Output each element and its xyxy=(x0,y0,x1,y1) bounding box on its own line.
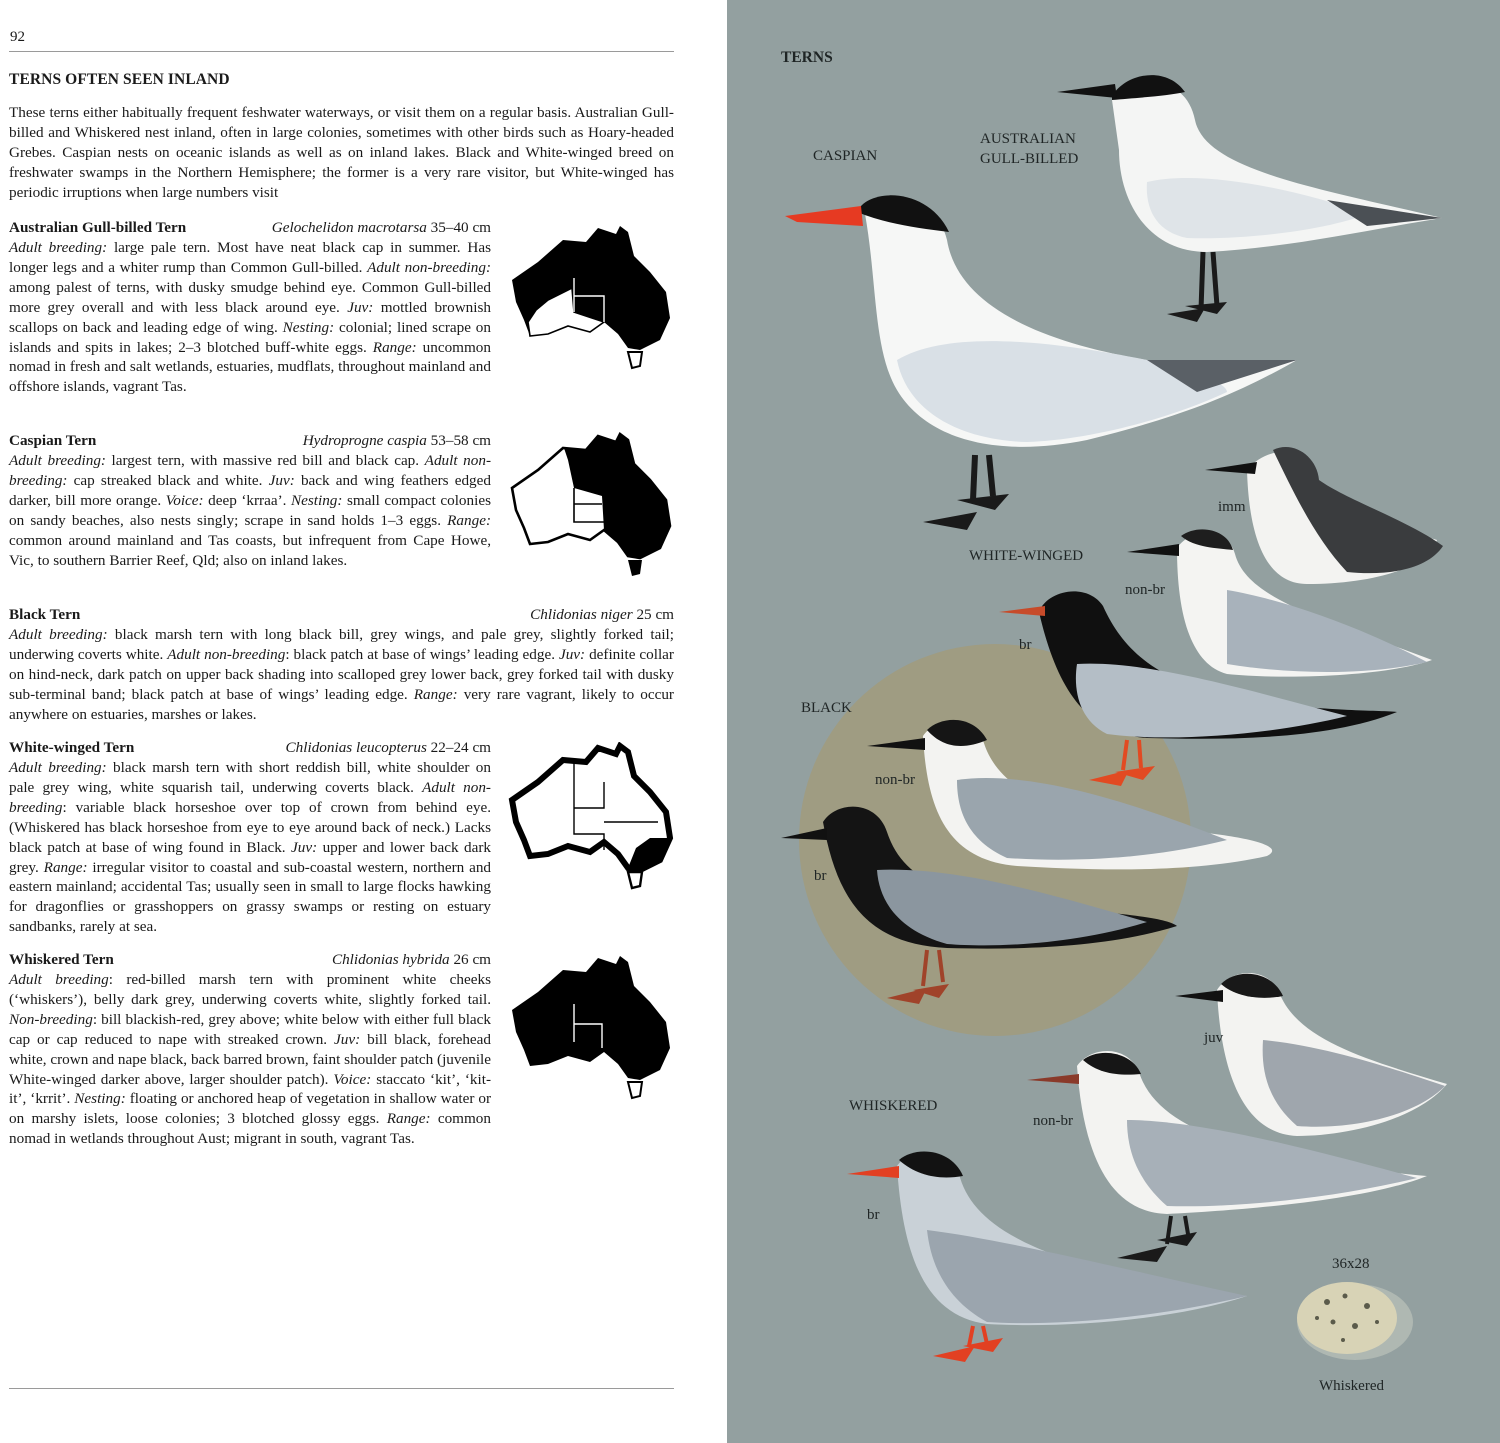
scientific-name: Hydroprogne caspia xyxy=(302,432,427,449)
field-text: upper and lower back dark grey. xyxy=(9,838,492,876)
scientific-name: Gelochelidon macrotarsa xyxy=(271,219,427,236)
field-label: Range: xyxy=(372,338,417,356)
label-whiskered: WHISKERED xyxy=(849,1098,938,1114)
field-text: : black patch at base of wings’ leading edge. xyxy=(285,645,559,663)
species-size: 53–58 cm xyxy=(430,432,491,449)
field-text: cap streaked black and white. xyxy=(67,471,269,489)
field-label: Adult breeding: xyxy=(9,452,106,469)
illustration-plate xyxy=(727,0,1500,1443)
label-whiskered-br: br xyxy=(867,1207,880,1223)
field-label: Range: xyxy=(447,511,491,529)
distribution-map-gull-billed xyxy=(508,222,674,372)
field-text: colonial; lined scrape on islands and spits in lakes; 2–3 blotched buff-white eggs. xyxy=(9,318,491,356)
species-name: White-winged Tern xyxy=(9,739,135,756)
field-label: Nesting: xyxy=(74,1090,126,1108)
field-label: Adult breeding: xyxy=(9,759,107,776)
field-text: large pale tern. Most have neat black cap in summer. Has longer legs and a whiter rump than Common Gull-billed. xyxy=(9,239,491,276)
species-entry-gull-billed xyxy=(9,218,491,397)
scientific-name: Chlidonias leucopterus xyxy=(285,739,427,756)
species-name: Australian Gull-billed Tern xyxy=(9,219,187,236)
label-black: BLACK xyxy=(801,700,852,716)
field-label: Adult breeding: xyxy=(9,239,108,256)
species-size: 25 cm xyxy=(636,606,674,623)
label-white-winged-non-br: non-br xyxy=(1125,582,1165,598)
field-text: mottled brownish scallops on back and leading edge of wing. xyxy=(9,298,491,336)
label-black-non-br: non-br xyxy=(875,772,915,788)
field-label: Range: xyxy=(413,685,458,703)
plate-artwork xyxy=(727,0,1500,1443)
distribution-map-caspian xyxy=(508,430,674,580)
field-text: very rare vagrant, likely to occur anywhere on estuaries, marshes or lakes. xyxy=(9,685,674,723)
label-caspian: CASPIAN xyxy=(813,148,878,164)
field-text: largest tern, with massive red bill and black cap. xyxy=(105,452,425,469)
field-label: Adult breeding xyxy=(9,971,109,988)
label-imm: imm xyxy=(1218,499,1246,515)
field-text: common around mainland and Tas coasts, but infrequent from Cape Howe, Vic, to southern Barrier Reef, Qld; also on inland lakes. xyxy=(9,531,491,569)
species-entry-whiskered xyxy=(9,950,491,1149)
distribution-map-white-winged xyxy=(508,742,674,892)
species-description xyxy=(9,451,491,570)
species-size: 26 cm xyxy=(453,951,491,968)
field-text: : bill blackish-red, grey above; white below with either full black cap or cap reduced to nape with streaked crown. xyxy=(9,1010,491,1048)
field-text: back and wing feathers edged darker, bill more orange. xyxy=(9,471,491,509)
egg-size-label: 36x28 xyxy=(1332,1256,1370,1272)
species-entry-caspian xyxy=(9,431,491,570)
whiskered-egg-illustration xyxy=(1297,1282,1413,1360)
field-label: Nesting: xyxy=(290,491,343,509)
species-size: 35–40 cm xyxy=(430,219,491,236)
label-whiskered-non-br: non-br xyxy=(1033,1113,1073,1129)
label-black-br: br xyxy=(814,868,827,884)
field-label: Adult non-breeding xyxy=(167,645,286,663)
label-gull-billed: GULL-BILLED xyxy=(980,151,1079,167)
field-text: uncommon nomad in fresh and salt wetlands, estuaries, mudflats, throughout mainland and offshore islands, vagrant Tas. xyxy=(9,338,491,396)
intro-paragraph: These terns either habitually frequent feshwater waterways, or visit them on a regular basis. Australian Gull-billed and Whiskered nest inland, often in large colonies, sometimes with other birds such as Hoary-headed Grebes. Caspian nests on oceanic islands as well as on inland lakes. Black and White-winged breed on freshwater swamps in the Northern Hemisphere; the former is a very rare visitor, but White-winged has periodic irruptions when large numbers visit xyxy=(9,104,674,201)
species-description xyxy=(9,238,491,397)
species-description xyxy=(9,758,491,937)
scientific-name: Chlidonias hybrida xyxy=(331,951,450,968)
text-page xyxy=(0,0,727,1443)
field-text: bill black, forehead white, crown and nape black, back barred brown, faint shoulder patch (juvenile White-winged darker above, larger shoulder patch). xyxy=(9,1030,492,1088)
species-size: 22–24 cm xyxy=(430,739,491,756)
footer-rule xyxy=(9,1388,674,1389)
field-text: small compact colonies on sandy beaches, also nests singly; scrape in sand holds 1–3 eggs. xyxy=(9,491,491,529)
field-text: floating or anchored heap of vegetation in shallow water or on marshy islets, loose colonies; 3 blotched glossy eggs. xyxy=(9,1090,491,1128)
species-name: Black Tern xyxy=(9,606,81,623)
species-heading xyxy=(9,431,491,451)
species-name: Whiskered Tern xyxy=(9,951,114,968)
field-label: Juv: xyxy=(347,298,374,316)
field-label: Range: xyxy=(43,858,88,876)
field-label: Juv: xyxy=(558,645,586,663)
header-rule xyxy=(9,51,674,52)
label-white-winged-br: br xyxy=(1019,637,1032,653)
field-text: among palest of terns, with dusky smudge behind eye. Common Gull-billed more grey overall and with less black around eye. xyxy=(9,278,491,316)
species-heading xyxy=(9,950,491,970)
field-text: : red-billed marsh tern with prominent white cheeks (‘whiskers’), belly dark grey, underwing coverts white, slightly forked tail. xyxy=(9,971,491,1008)
species-entry-white-winged xyxy=(9,738,491,937)
field-label: Juv: xyxy=(334,1030,361,1048)
section-title: TERNS OFTEN SEEN INLAND xyxy=(9,71,230,88)
egg-caption: Whiskered xyxy=(1319,1378,1384,1394)
field-label: Nesting: xyxy=(282,318,335,336)
field-label: Adult non-breeding: xyxy=(9,452,491,489)
field-text: irregular visitor to coastal and sub-coastal western, northern and eastern mainland; accidental Tas; usually seen in small to large flocks hawking for dragonflies or grasshoppers on grassy swamps or resting on estuary sandbanks, rarely at sea. xyxy=(9,858,492,936)
field-label: Range: xyxy=(386,1110,431,1128)
field-text: deep ‘krraa’. xyxy=(203,491,291,509)
distribution-map-whiskered xyxy=(508,952,674,1102)
field-label: Juv: xyxy=(291,838,318,856)
label-australian: AUSTRALIAN xyxy=(980,131,1076,147)
field-label: Non-breeding xyxy=(9,1010,93,1028)
field-text: definite collar on hind-neck, dark patch on upper back shading into scalloped grey lower back, grey forked tail with dusky sub-terminal band; black patch at base of wings’ leading edge. xyxy=(9,645,674,703)
plate-title: TERNS xyxy=(781,49,833,66)
field-text: common nomad in wetlands throughout Aust; migrant in south, vagrant Tas. xyxy=(9,1110,491,1148)
label-whiskered-juv: juv xyxy=(1204,1030,1224,1046)
whiskered-juvenile-illustration xyxy=(1175,973,1447,1136)
field-label: Juv: xyxy=(268,471,295,489)
field-label: Adult breeding: xyxy=(9,626,108,643)
species-description xyxy=(9,625,674,725)
field-text: black marsh tern with long black bill, grey wings, and pale grey, slightly forked tail; underwing coverts white. xyxy=(9,626,674,663)
field-text: : variable black horseshoe over top of crown from behind eye. (Whiskered has black horseshoe from eye to eye around back of neck.) Lacks black patch at base of wing found in Black. xyxy=(9,798,491,856)
field-label: Adult non-breeding: xyxy=(367,258,492,276)
page-number: 92 xyxy=(10,29,25,45)
field-label: Voice: xyxy=(165,491,204,509)
label-white-winged: WHITE-WINGED xyxy=(969,548,1084,564)
field-text: staccato ‘kit’, ‘kit-it’, ‘krrit’. xyxy=(9,1070,492,1108)
gull-billed-tern-illustration xyxy=(1057,75,1442,322)
species-description xyxy=(9,970,491,1149)
field-label: Voice: xyxy=(333,1070,372,1088)
species-entry-black xyxy=(9,605,674,725)
field-label: Adult non-breeding xyxy=(9,778,491,816)
species-name: Caspian Tern xyxy=(9,432,97,449)
species-heading xyxy=(9,605,674,625)
scientific-name: Chlidonias niger xyxy=(530,606,633,623)
field-text: black marsh tern with short reddish bill, white shoulder on pale grey wing, white squarish tail, underwing coverts black. xyxy=(9,759,491,796)
species-heading xyxy=(9,218,491,238)
species-heading xyxy=(9,738,491,758)
